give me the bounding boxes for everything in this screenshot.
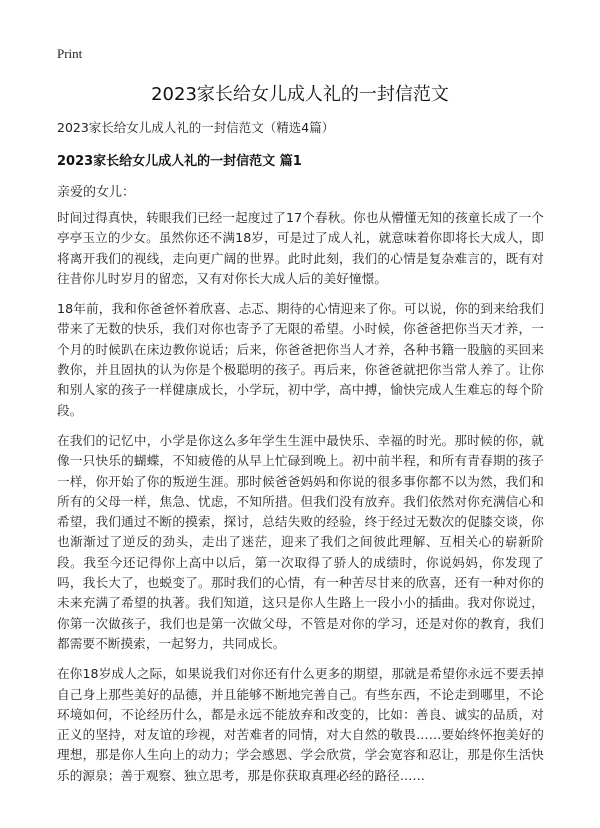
page-title: 2023家长给女儿成人礼的一封信范文 — [151, 84, 449, 105]
print-link[interactable]: Print — [57, 46, 83, 61]
paragraph-3: 在我们的记忆中，小学是你这么多年学生生涯中最快乐、幸福的时光。那时候的你，就像一只快乐的蝴蝶，不知疲倦的从早上忙碌到晚上。初中前半程，和所有青春期的孩子一样，你开始了你的叛逆生涯。那时候爸爸妈妈和你说的很多事你都不以为然，我们和所有的父母一样，焦急、忧虑，不知所措。但我们没有放弃。我们依然对你充满信心和希望，我们通过不断的摸索，探讨，总结失败的经验，终于经过无数次的促膝交谈，你也渐渐过了逆反的劲头，走出了迷茫，迎来了我们之间彼此理解、互相关心的崭新阶段。我至今还记得你上高中以后，第一次取得了骄人的成绩时，你说妈妈，你发现了吗，我长大了，也蜕变了。那时我们的心情，有一种苦尽甘来的欣喜，还有一种对你的未来充满了希望的执著。我们知道，这只是你人生路上一段小小的插曲。我对你说过，你第一次做孩子，我们也是第一次做父母，不管是对你的学习，还是对你的教育，我们都需要不断摸索，一起努力，共同成长。 — [57, 432, 544, 651]
paragraph-1: 时间过得真快，转眼我们已经一起度过了17个春秋。你也从懵懂无知的孩童长成了一个亭亭玉立的少女。虽然你还不满18岁，可是过了成人礼，就意味着你即将长大成人，即将离开我们的视线，走向更广阔的世界。此时此刻，我们的心情是复杂难言的，既有对往昔你儿时岁月的留恋，又有对你长大成人后的美好憧憬。 — [57, 210, 544, 286]
paragraph-4: 在你18岁成人之际，如果说我们对你还有什么更多的期望，那就是希望你永远不要丢掉自己身上那些美好的品德，并且能够不断地完善自己。有些东西，不论走到哪里，不论环境如何，不论经历什么，都是永远不能放弃和改变的，比如：善良、诚实的品质，对正义的坚持，对友谊的珍视，对苦难者的同情，对大自然的敬畏……要始终怀抱美好的理想，那是你人生向上的动力；学会感恩、学会欣赏，学会宽容和忍让，那是你生活快乐的源泉；善于观察、独立思考，那是你获取真理必经的路径…… — [57, 666, 544, 783]
document-subtitle: 2023家长给女儿成人礼的一封信范文（精选4篇） — [57, 120, 335, 135]
letter-greeting: 亲爱的女儿： — [57, 185, 136, 200]
letter-body — [57, 208, 544, 796]
paragraph-2: 18年前，我和你爸爸怀着欣喜、忐忑、期待的心情迎来了你。可以说，你的到来给我们带来了无数的快乐，我们对你也寄予了无限的希望。小时候，你爸爸把你当天才养，一个月的时候趴在床边教你说话；后来，你爸爸把你当人才养，各种书籍一股脑的买回来教你，并且固执的认为你是个极聪明的孩子。再后来，你爸爸就把你当常人养了。让你和别人家的孩子一样健康成长，小学玩，初中学，高中搏，愉快完成人生难忘的每个阶段。 — [57, 301, 544, 418]
section-heading: 2023家长给女儿成人礼的一封信范文 篇1 — [57, 154, 302, 169]
